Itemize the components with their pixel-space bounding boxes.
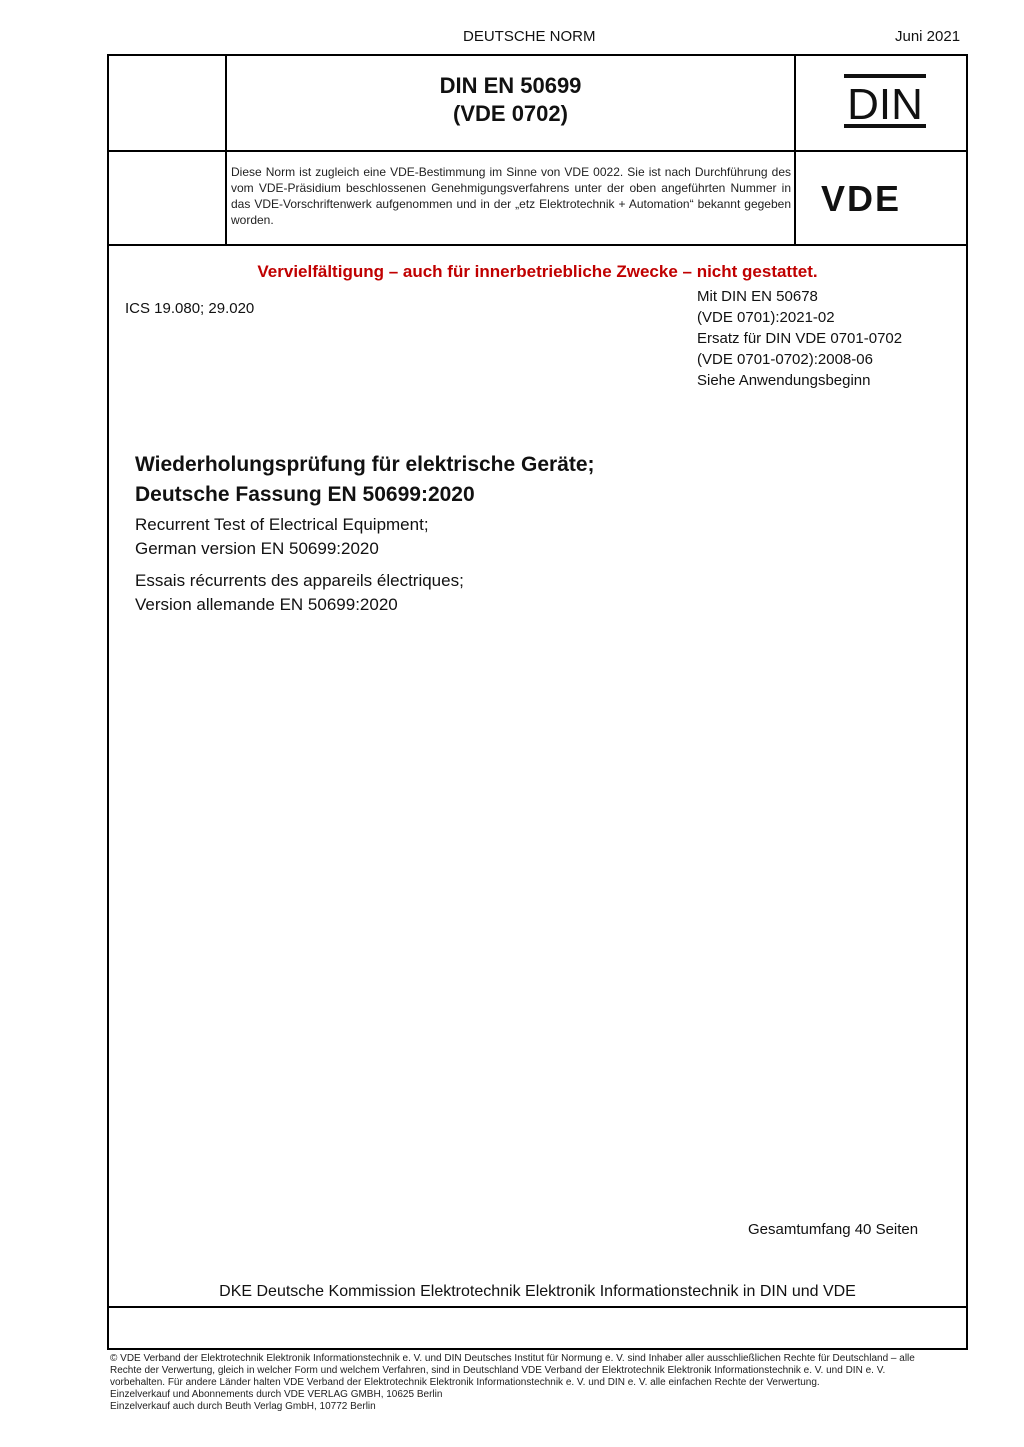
- german-title: [135, 450, 595, 510]
- english-title-line: Recurrent Test of Electrical Equipment;: [135, 515, 429, 534]
- french-title-line: Essais récurrents des appareils électriques;: [135, 571, 464, 590]
- title-page-frame: [107, 54, 968, 1350]
- din-logo: [844, 74, 926, 128]
- sales-info: Einzelverkauf und Abonnements durch VDE VERLAG GMBH, 10625 Berlin: [110, 1389, 443, 1400]
- replacement-line: Siehe Anwendungsbeginn: [697, 372, 871, 389]
- copyright-notice: [110, 1353, 940, 1413]
- divider-line: [109, 1306, 966, 1308]
- copyright-text: © VDE Verband der Elektrotechnik Elektronik Informationstechnik e. V. und DIN Deutsches Institut für Normung e. V. sind Inhaber aller ausschließlichen Rechte für Deutschland – alle Rechte der Verwertung, gleich in welcher Form und welchem Verfahren, sind in Deutschland VDE Verband der Elektrotechnik Elektronik Informationstechnik e. V. und DIN e. V. vorbehalten. Für andere Länder halten VDE Verband der Elektrotechnik Elektronik Informationstechnik e. V. und DIN e. V. alle einfachen Rechte der Verwertung.: [110, 1353, 915, 1388]
- ics-code: ICS 19.080; 29.020: [125, 300, 255, 317]
- replacement-line: Mit DIN EN 50678: [697, 288, 818, 305]
- english-title: [135, 513, 429, 561]
- replacement-line: Ersatz für DIN VDE 0701-0702: [697, 330, 903, 347]
- divider-line: [109, 150, 966, 152]
- din-logo-text: DIN: [847, 80, 923, 128]
- replacement-line: (VDE 0701-0702):2008-06: [697, 351, 873, 368]
- publication-date: Juni 2021: [895, 28, 961, 45]
- english-title-line: German version EN 50699:2020: [135, 539, 379, 558]
- divider-line: [794, 56, 796, 245]
- document-category: DEUTSCHE NORM: [463, 28, 596, 45]
- divider-line: [109, 244, 966, 246]
- german-title-line: Deutsche Fassung EN 50699:2020: [135, 483, 475, 506]
- document-number: [227, 72, 794, 128]
- french-title: [135, 569, 464, 617]
- page-count: Gesamtumfang 40 Seiten: [748, 1221, 919, 1238]
- french-title-line: Version allemande EN 50699:2020: [135, 595, 398, 614]
- vde-notice: Diese Norm ist zugleich eine VDE-Bestimmung im Sinne von VDE 0022. Sie ist nach Durchführung des vom VDE-Präsidium beschlossenen Genehmigungsverfahrens unter der oben angeführten Nummer in das VDE-Vorschriftenwerk aufgenommen und in der „etz Elektrotechnik + Automation“ bekannt gegeben worden.: [231, 165, 791, 227]
- replacement-info: [697, 286, 902, 391]
- sales-info: Einzelverkauf auch durch Beuth Verlag GmbH, 10772 Berlin: [110, 1401, 376, 1412]
- vde-classification: (VDE 0702): [453, 101, 568, 126]
- replacement-line: (VDE 0701):2021-02: [697, 309, 835, 326]
- vde-logo: VDE: [821, 178, 902, 219]
- standard-number: DIN EN 50699: [439, 73, 582, 98]
- reproduction-warning: Vervielfältigung – auch für innerbetriebliche Zwecke – nicht gestattet.: [257, 262, 818, 281]
- german-title-line: Wiederholungsprüfung für elektrische Geräte;: [135, 453, 595, 476]
- dke-footer: DKE Deutsche Kommission Elektrotechnik Elektronik Informationstechnik in DIN und VDE: [219, 1283, 856, 1300]
